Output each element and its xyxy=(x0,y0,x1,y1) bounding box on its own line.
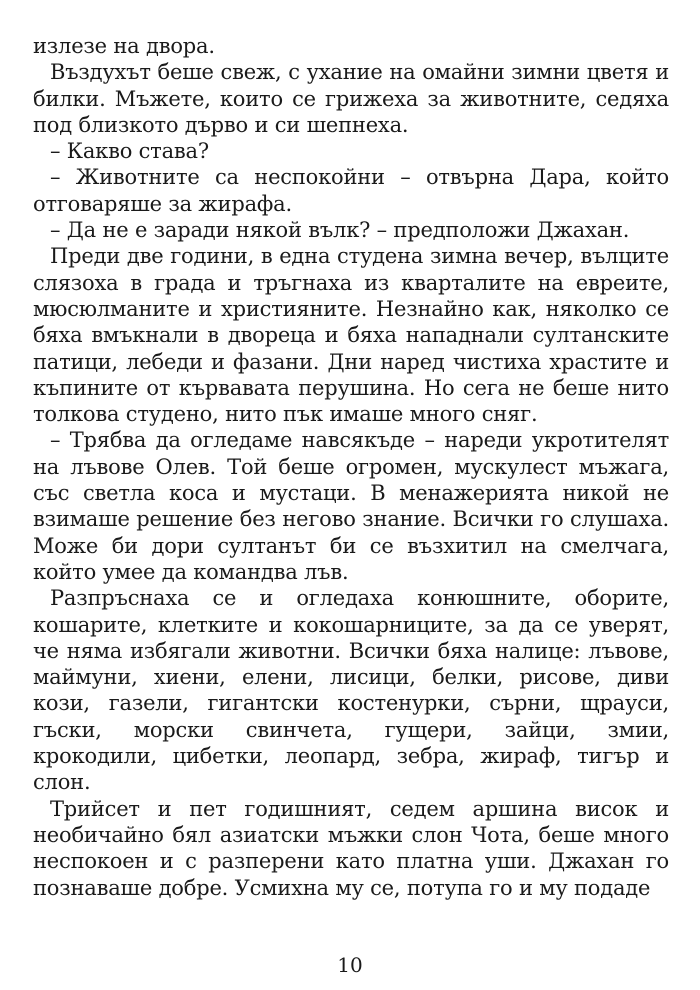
page-body xyxy=(33,33,669,901)
paragraph-6: Преди две години, в една студена зимна вечер, вълците слязоха в града и тръгнаха из кварталите на евреите, мюсюлманите и християните. Незнайно как, няколко се бяха вмъкнали в двореца и бяха нападнали султанските патици, лебеди и фазани. Дни наред чистиха храстите и къпините от кървавата перушина. Но сега не беше нито толкова студено, нито пък имаше много сняг. xyxy=(33,244,669,427)
paragraph-4: – Животните са неспокойни – отвърна Дара, който отговаряше за жирафа. xyxy=(33,165,669,216)
paragraph-9: Трийсет и пет годишният, седем аршина висок и необичайно бял азиатски мъжки слон Чота, беше много неспокоен и с разперени като платна уши. Джахан го познаваше добре. Усмихна му се, потупа го и му подаде xyxy=(33,796,669,900)
page-number: 10 xyxy=(337,953,363,977)
paragraph-1: излезе на двора. xyxy=(33,34,215,58)
paragraph-5: – Да не е заради някой вълк? – предположи Джахан. xyxy=(50,218,630,243)
paragraph-2: Въздухът беше свеж, с ухание на омайни зимни цветя и билки. Мъжете, които се грижеха за животните, седяха под близкото дърво и си шепнеха. xyxy=(33,60,669,137)
paragraph-8: Разпръснаха се и огледаха конюшните, оборите, кошарите, клетките и кокошарниците, за да се уверят, че няма избягали животни. Всички бяха налице: лъвове, маймуни, хиени, елени, лисици, белки, рисове, диви кози, газели, гигантски костенурки, сърни, щрауси, гъски, морски свинчета, гущери, зайци, змии, крокодили, цибетки, леопард, зебра, жираф, тигър и слон. xyxy=(33,586,669,795)
paragraph-3: – Какво става? xyxy=(50,139,209,164)
paragraph-7: – Трябва да огледаме навсякъде – нареди укротителят на лъвове Олев. Той беше огромен, мускулест мъжага, със светла коса и мустаци. В менажерията никой не взимаше решение без негово знание. Всички го слушаха. Може би дори султанът би се възхитил на смелчага, който умее да командва лъв. xyxy=(33,428,669,584)
